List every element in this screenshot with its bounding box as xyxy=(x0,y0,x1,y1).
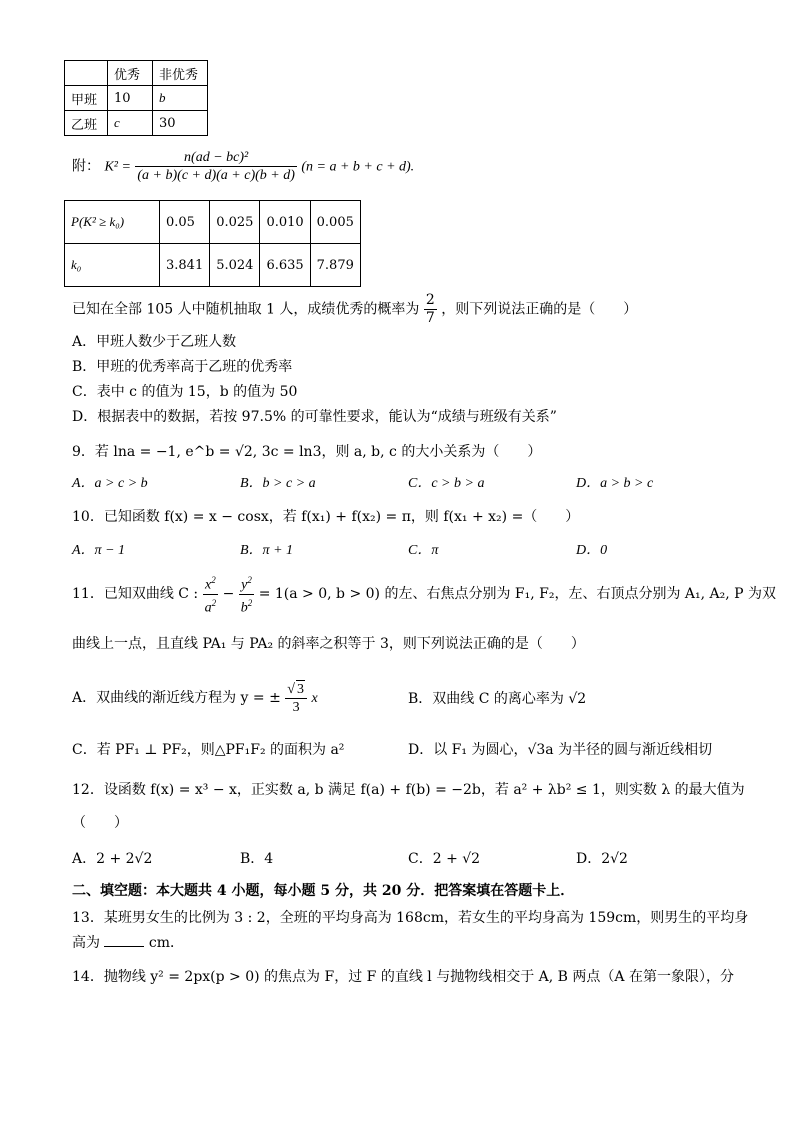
q10-option-a: A．π − 1 xyxy=(72,543,126,558)
table-cell: 甲班 xyxy=(65,86,108,111)
q11-option-b: B．双曲线 C 的离心率为 √2 xyxy=(408,691,587,707)
table-cell: 30 xyxy=(153,111,208,136)
q10-option-c: C．π xyxy=(408,543,439,558)
q8-option-a: A．甲班人数少于乙班人数 xyxy=(72,334,237,350)
q11-option-a-text: A．双曲线的渐近线方程为 y = ± xyxy=(72,690,281,706)
q11-option-a: A．双曲线的渐近线方程为 y = ± $\frac{√ 3}{3}$ x xyxy=(72,682,318,715)
q11-stem-text: 11．已知双曲线 C : xyxy=(72,586,199,603)
chi-square-formula xyxy=(72,149,414,184)
q8-option-b: B．甲班的优秀率高于乙班的优秀率 xyxy=(72,359,293,375)
q10-stem: 10．已知函数 f(x) = x − cosx，若 f(x₁) + f(x₂) = π，则 f(x₁ + x₂) =（ ） xyxy=(72,509,580,525)
q11-stem-tail: = 1(a > 0, b > 0) 的左、右焦点分别为 F₁, F₂，左、右顶点分别为 A₁, A₂, P 为双 xyxy=(258,586,777,603)
section-heading: 二、填空题：本大题共 4 小题，每小题 5 分，共 20 分．把答案填在答题卡上． xyxy=(72,883,575,899)
table-cell: c xyxy=(108,111,153,136)
formula-fraction xyxy=(135,149,297,184)
q8-frac-den: 7 xyxy=(425,310,435,326)
q8-option-c: C．表中 c 的值为 15，b 的值为 50 xyxy=(72,384,298,400)
table-header-cell: 优秀 xyxy=(108,61,153,86)
q12-option-a: A．2 + 2√2 xyxy=(72,851,153,867)
q8-stem-text: 已知在全部 105 人中随机抽取 1 人，成绩优秀的概率为 xyxy=(72,301,420,318)
critical-value-table xyxy=(64,200,361,287)
q9-option-d: D．a > b > c xyxy=(576,476,654,491)
q13-line2-text: 高为 xyxy=(72,935,100,951)
q8-option-d: D．根据表中的数据，若按 97.5% 的可靠性要求，能认为“成绩与班级有关系” xyxy=(72,409,557,425)
class-table xyxy=(64,60,208,136)
q8-frac-num: 2 xyxy=(425,292,435,308)
q12-option-b: B．4 xyxy=(240,851,274,867)
table-cell: 乙班 xyxy=(65,111,108,136)
q11-frac-y: $\frac{y^2}{b^2}$ xyxy=(239,572,255,616)
table-cell: 0.05 xyxy=(160,201,210,244)
q8-stem-tail: ，则下列说法正确的是（ ） xyxy=(441,301,638,318)
q10-option-b: B．π + 1 xyxy=(240,543,294,558)
q9-option-a: A．a > c > b xyxy=(72,476,148,491)
q9-option-b: B．b > c > a xyxy=(240,476,316,491)
q11-stem-line2: 曲线上一点，且直线 PA₁ 与 PA₂ 的斜率之积等于 3，则下列说法正确的是（ ） xyxy=(72,636,585,652)
table-header-cell: 非优秀 xyxy=(153,61,208,86)
q12-stem-line2: （ ） xyxy=(72,815,128,831)
q13-unit: cm． xyxy=(148,935,185,951)
q11-frac-x: $\frac{x^2}{a^2}$ xyxy=(203,572,219,616)
table-cell: 0.005 xyxy=(310,201,360,244)
q14-line1: 14．抛物线 y² = 2px(p > 0) 的焦点为 F，过 F 的直线 l 与抛物线相交于 A, B 两点（A 在第一象限），分 xyxy=(72,969,734,985)
table-cell: 0.010 xyxy=(260,201,310,244)
q11-stem: 11．已知双曲线 C : $\frac{x^2}{a^2}$ − $\frac{y^2}{b^2}$ = 1(a > 0, b > 0) 的左、右焦点分别为 F₁, F₂，左、右顶点分别为 A₁, A₂, P 为双 xyxy=(72,572,776,616)
q9-stem: 9．若 lna = −1, e^b = √2, 3c = ln3，则 a, b, c 的大小关系为（ ） xyxy=(72,444,542,460)
q11-option-c: C．若 PF₁ ⊥ PF₂，则△PF₁F₂ 的面积为 a² xyxy=(72,742,345,758)
q8-fraction xyxy=(424,292,437,327)
table-cell: 10 xyxy=(108,86,153,111)
q11-option-d: D．以 F₁ 为圆心，√3a 为半径的圆与渐近线相切 xyxy=(408,742,713,758)
q11-option-a-fraction: $\frac{√ 3}{3}$ xyxy=(285,680,307,716)
table-cell: 7.879 xyxy=(310,244,360,287)
table-cell: 5.024 xyxy=(210,244,260,287)
answer-blank[interactable] xyxy=(104,934,144,947)
formula-condition: (n = a + b + c + d). xyxy=(301,159,415,175)
table-row-label: k₀ xyxy=(65,244,160,287)
table-cell: 0.025 xyxy=(210,201,260,244)
formula-lhs: K² = xyxy=(104,159,131,175)
table-cell: 3.841 xyxy=(160,244,210,287)
table-cell: b xyxy=(153,86,208,111)
q12-option-d: D．2√2 xyxy=(576,851,628,867)
formula-denominator: (a + b)(c + d)(a + c)(b + d) xyxy=(137,168,295,183)
q9-option-c: C．c > b > a xyxy=(408,476,485,491)
q13-line1: 13．某班男女生的比例为 3 : 2，全班的平均身高为 168cm，若女生的平均身高为 159cm，则男生的平均身 xyxy=(72,910,749,926)
formula-prefix: 附： xyxy=(72,158,100,175)
q8-stem xyxy=(72,292,637,327)
q12-stem: 12．设函数 f(x) = x³ − x，正实数 a, b 满足 f(a) + f(b) = −2b，若 a² + λb² ≤ 1，则实数 λ 的最大值为 xyxy=(72,782,745,798)
q12-option-c: C．2 + √2 xyxy=(408,851,481,867)
formula-numerator: n(ad − bc)² xyxy=(135,149,297,167)
table-header-cell xyxy=(65,61,108,86)
q10-option-d: D．0 xyxy=(576,543,608,558)
table-cell: 6.635 xyxy=(260,244,310,287)
table-row-label: P(K² ≥ k₀) xyxy=(65,201,160,244)
q13-line2 xyxy=(72,932,184,952)
